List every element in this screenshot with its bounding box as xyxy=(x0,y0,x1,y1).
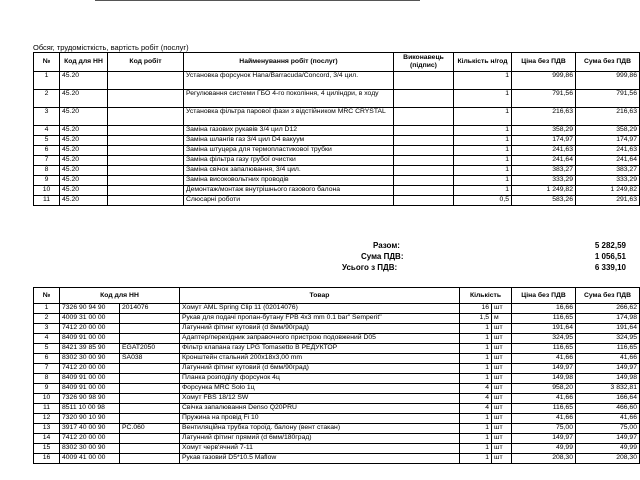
nn-code: 45.20 xyxy=(60,108,108,126)
price-no-vat: 208,30 xyxy=(512,454,576,464)
row-number: 8 xyxy=(34,374,60,384)
works-row xyxy=(34,166,640,176)
goods-unit: м xyxy=(492,314,512,324)
executor-signature xyxy=(394,166,454,176)
goods-qty: 1,5 xyxy=(460,314,492,324)
goods-name: Рукав для подачі пропан-бутану FPB 4x3 mm 0.1 bar" Semperit" xyxy=(180,314,460,324)
row-number: 2 xyxy=(34,90,60,108)
goods-row xyxy=(34,454,640,464)
article-code xyxy=(120,434,180,444)
row-number: 16 xyxy=(34,454,60,464)
goods-unit: шт xyxy=(492,454,512,464)
nn-code: 45.20 xyxy=(60,126,108,136)
price-no-vat: 116,65 xyxy=(512,314,576,324)
nn-code: 7320 90 10 90 xyxy=(60,414,120,424)
row-number: 9 xyxy=(34,384,60,394)
hours-qty: 0,5 xyxy=(454,196,512,206)
nn-code: 8302 30 00 90 xyxy=(60,444,120,454)
goods-row xyxy=(34,394,640,404)
goods-row xyxy=(34,444,640,454)
article-code xyxy=(120,334,180,344)
sum-no-vat: 999,86 xyxy=(576,72,640,90)
executor-signature xyxy=(394,186,454,196)
work-code xyxy=(108,108,184,126)
price-no-vat: 324,95 xyxy=(512,334,576,344)
nn-code: 45.20 xyxy=(60,136,108,146)
executor-signature xyxy=(394,146,454,156)
goods-unit: шт xyxy=(492,394,512,404)
nn-code: 8302 30 00 90 xyxy=(60,354,120,364)
goods-unit: шт xyxy=(492,414,512,424)
works-row xyxy=(34,90,640,108)
hours-qty: 1 xyxy=(454,136,512,146)
work-name: Заміна штуцера для термопластикової трубки xyxy=(184,146,394,156)
row-number: 2 xyxy=(34,314,60,324)
goods-name: Латунний фітинг кутовий (d 6мм/90град) xyxy=(180,364,460,374)
goods-unit: шт xyxy=(492,434,512,444)
row-number: 9 xyxy=(34,176,60,186)
work-code xyxy=(108,72,184,90)
row-number: 12 xyxy=(34,414,60,424)
works-row xyxy=(34,186,640,196)
goods-unit: шт xyxy=(492,374,512,384)
work-name: Заміна високовольтних проводів xyxy=(184,176,394,186)
work-name: Установка фільтра парової фази з відстійником MRC CRYSTAL xyxy=(184,108,394,126)
goods-name: Свічка запалювання Denso Q20PRU xyxy=(180,404,460,414)
row-number: 1 xyxy=(34,304,60,314)
price-no-vat: 241,64 xyxy=(512,156,576,166)
works-row xyxy=(34,136,640,146)
goods-row xyxy=(34,334,640,344)
sum-no-vat: 208,30 xyxy=(576,454,640,464)
nn-code: 8421 39 85 90 xyxy=(60,344,120,354)
row-number: 5 xyxy=(34,136,60,146)
sum-no-vat: 266,62 xyxy=(576,304,640,314)
row-number: 1 xyxy=(34,72,60,90)
row-number: 10 xyxy=(34,394,60,404)
sum-no-vat: 116,65 xyxy=(576,344,640,354)
price-no-vat: 333,29 xyxy=(512,176,576,186)
nn-code: 8511 10 00 98 xyxy=(60,404,120,414)
goods-qty: 16 xyxy=(460,304,492,314)
col-header: Сума без ПДВ xyxy=(576,288,640,304)
goods-unit: шт xyxy=(492,354,512,364)
sum-no-vat: 241,63 xyxy=(576,146,640,156)
sum-no-vat: 174,97 xyxy=(576,136,640,146)
article-code: SA038 xyxy=(120,354,180,364)
sum-no-vat: 791,56 xyxy=(576,90,640,108)
col-header: Код для НН xyxy=(60,53,108,72)
price-no-vat: 216,63 xyxy=(512,108,576,126)
col-header: Ціна без ПДВ xyxy=(512,53,576,72)
works-row xyxy=(34,196,640,206)
goods-name: Вентиляційна трубка тороїд. балону (вент стакан) xyxy=(180,424,460,434)
goods-unit: шт xyxy=(492,384,512,394)
goods-row xyxy=(34,344,640,354)
article-code xyxy=(120,444,180,454)
goods-name: Рукав газовий D5*10.5 Maflow xyxy=(180,454,460,464)
goods-row xyxy=(34,304,640,314)
sum-no-vat: 3 832,81 xyxy=(576,384,640,394)
row-number: 11 xyxy=(34,404,60,414)
hours-qty: 1 xyxy=(454,90,512,108)
nn-code: 45.20 xyxy=(60,186,108,196)
hours-qty: 1 xyxy=(454,186,512,196)
nn-code: 45.20 xyxy=(60,196,108,206)
price-no-vat: 358,29 xyxy=(512,126,576,136)
goods-name: Хомут AML Spring Clip 11 (02014076) xyxy=(180,304,460,314)
goods-name: Адаптер/перехідник заправочного пристрою подовжений D05 xyxy=(180,334,460,344)
goods-qty: 1 xyxy=(460,374,492,384)
sum-no-vat: 75,00 xyxy=(576,424,640,434)
goods-name: Хомут черв'ячний 7-11 xyxy=(180,444,460,454)
sum-no-vat: 216,63 xyxy=(576,108,640,126)
price-no-vat: 149,98 xyxy=(512,374,576,384)
article-code xyxy=(120,374,180,384)
work-name: Заміна газових рукавів 3/4 цил D12 xyxy=(184,126,394,136)
nn-code: 7412 20 00 00 xyxy=(60,324,120,334)
goods-qty: 1 xyxy=(460,414,492,424)
col-header: Виконавець (підпис) xyxy=(394,53,454,72)
goods-qty: 4 xyxy=(460,384,492,394)
work-name: Демонтаж/монтаж внутрішнього газового балона xyxy=(184,186,394,196)
hours-qty: 1 xyxy=(454,166,512,176)
row-number: 3 xyxy=(34,324,60,334)
price-no-vat: 116,65 xyxy=(512,404,576,414)
sum-no-vat: 174,98 xyxy=(576,314,640,324)
nn-code: 45.20 xyxy=(60,146,108,156)
goods-qty: 1 xyxy=(460,354,492,364)
goods-row xyxy=(34,324,640,334)
nn-code: 7412 20 00 00 xyxy=(60,434,120,444)
goods-qty: 1 xyxy=(460,324,492,334)
works-row xyxy=(34,108,640,126)
works-row xyxy=(34,72,640,90)
price-no-vat: 999,86 xyxy=(512,72,576,90)
work-code xyxy=(108,126,184,136)
work-name: Слюсарні роботи xyxy=(184,196,394,206)
hours-qty: 1 xyxy=(454,146,512,156)
price-no-vat: 191,64 xyxy=(512,324,576,334)
article-code xyxy=(120,414,180,424)
row-number: 8 xyxy=(34,166,60,176)
price-no-vat: 41,66 xyxy=(512,394,576,404)
article-code xyxy=(120,384,180,394)
price-no-vat: 149,97 xyxy=(512,434,576,444)
col-header: Кількість xyxy=(460,288,512,304)
sum-no-vat: 149,97 xyxy=(576,364,640,374)
price-no-vat: 49,99 xyxy=(512,444,576,454)
goods-row xyxy=(34,384,640,394)
executor-signature xyxy=(394,156,454,166)
article-code xyxy=(120,454,180,464)
row-number: 13 xyxy=(34,424,60,434)
nn-code: 7412 20 00 00 xyxy=(60,364,120,374)
goods-name: Латунний фітинг кутовий (d 8мм/90град) xyxy=(180,324,460,334)
price-no-vat: 791,56 xyxy=(512,90,576,108)
col-header: Код для НН xyxy=(60,288,180,304)
row-number: 4 xyxy=(34,126,60,136)
goods-name: Хомут FBS 18/12 SW xyxy=(180,394,460,404)
hours-qty: 1 xyxy=(454,108,512,126)
nn-code: 3917 40 00 90 xyxy=(60,424,120,434)
nn-code: 4009 41 00 00 xyxy=(60,454,120,464)
works-table xyxy=(33,52,640,206)
goods-qty: 1 xyxy=(460,364,492,374)
goods-name: Кронштейн стальний 200x18x3,00 mm xyxy=(180,354,460,364)
goods-qty: 4 xyxy=(460,394,492,404)
col-header: № xyxy=(34,53,60,72)
article-code xyxy=(120,404,180,414)
section-title: Обсяг, трудомісткість, вартість робіт (послуг) xyxy=(33,43,189,52)
goods-unit: шт xyxy=(492,364,512,374)
nn-code: 7326 90 94 90 xyxy=(60,304,120,314)
col-header: Кількість н/год xyxy=(454,53,512,72)
executor-signature xyxy=(394,176,454,186)
price-no-vat: 16,66 xyxy=(512,304,576,314)
sum-no-vat: 41,66 xyxy=(576,414,640,424)
nn-code: 8409 91 00 00 xyxy=(60,384,120,394)
sum-no-vat: 291,63 xyxy=(576,196,640,206)
article-code xyxy=(120,324,180,334)
nn-code: 45.20 xyxy=(60,156,108,166)
total-value: 5 282,59 xyxy=(594,241,626,250)
work-code xyxy=(108,176,184,186)
row-number: 10 xyxy=(34,186,60,196)
price-no-vat: 174,97 xyxy=(512,136,576,146)
work-name: Регулювання системи ГБО 4-го покоління, 4 циліндри, в ходу xyxy=(184,90,394,108)
goods-name: Форсунка MRC Solo 1ц xyxy=(180,384,460,394)
sum-no-vat: 241,64 xyxy=(576,156,640,166)
goods-name: Планка розподілу форсунок 4ц xyxy=(180,374,460,384)
row-number: 11 xyxy=(34,196,60,206)
price-no-vat: 583,26 xyxy=(512,196,576,206)
goods-name: Пружина на провід Fi 10 xyxy=(180,414,460,424)
work-code xyxy=(108,166,184,176)
total-label: Разом: xyxy=(373,241,400,250)
sum-no-vat: 149,97 xyxy=(576,434,640,444)
sum-no-vat: 466,60 xyxy=(576,404,640,414)
row-number: 15 xyxy=(34,444,60,454)
goods-qty: 1 xyxy=(460,444,492,454)
sum-no-vat: 191,64 xyxy=(576,324,640,334)
works-row xyxy=(34,176,640,186)
col-header: Код робіт xyxy=(108,53,184,72)
goods-unit: шт xyxy=(492,444,512,454)
grand-total-label: Усього з ПДВ: xyxy=(342,263,398,272)
work-code xyxy=(108,156,184,166)
price-no-vat: 958,20 xyxy=(512,384,576,394)
work-name: Заміна фільтра газу грубої очистки xyxy=(184,156,394,166)
goods-row xyxy=(34,354,640,364)
sum-no-vat: 324,95 xyxy=(576,334,640,344)
goods-row xyxy=(34,374,640,384)
hours-qty: 1 xyxy=(454,176,512,186)
col-header: Сума без ПДВ xyxy=(576,53,640,72)
goods-row xyxy=(34,424,640,434)
goods-table xyxy=(33,287,640,464)
goods-unit: шт xyxy=(492,324,512,334)
nn-code: 8409 91 00 00 xyxy=(60,374,120,384)
nn-code: 4009 31 00 00 xyxy=(60,314,120,324)
article-code: 2014076 xyxy=(120,304,180,314)
col-header: Товар xyxy=(180,288,460,304)
goods-unit: шт xyxy=(492,304,512,314)
goods-qty: 1 xyxy=(460,334,492,344)
goods-qty: 1 xyxy=(460,434,492,444)
nn-code: 8409 91 00 00 xyxy=(60,334,120,344)
goods-row xyxy=(34,404,640,414)
hours-qty: 1 xyxy=(454,156,512,166)
sum-no-vat: 149,98 xyxy=(576,374,640,384)
goods-qty: 4 xyxy=(460,404,492,414)
article-code: PC.060 xyxy=(120,424,180,434)
top-rule xyxy=(95,0,420,1)
work-code xyxy=(108,136,184,146)
executor-signature xyxy=(394,126,454,136)
row-number: 4 xyxy=(34,334,60,344)
sum-no-vat: 49,99 xyxy=(576,444,640,454)
price-no-vat: 75,00 xyxy=(512,424,576,434)
goods-row xyxy=(34,314,640,324)
goods-unit: шт xyxy=(492,424,512,434)
works-row xyxy=(34,156,640,166)
col-header: № xyxy=(34,288,60,304)
work-name: Заміна свічок запалювання, 3/4 цил. xyxy=(184,166,394,176)
row-number: 6 xyxy=(34,146,60,156)
row-number: 7 xyxy=(34,364,60,374)
goods-row xyxy=(34,364,640,374)
row-number: 14 xyxy=(34,434,60,444)
price-no-vat: 1 249,82 xyxy=(512,186,576,196)
article-code xyxy=(120,314,180,324)
executor-signature xyxy=(394,108,454,126)
goods-name: Фільтр клапана газу LPG Tomasetto В РЕДУКТОР xyxy=(180,344,460,354)
article-code: EGAT2050 xyxy=(120,344,180,354)
goods-unit: шт xyxy=(492,404,512,414)
col-header: Ціна без ПДВ xyxy=(512,288,576,304)
goods-row xyxy=(34,414,640,424)
nn-code: 45.20 xyxy=(60,72,108,90)
goods-row xyxy=(34,434,640,444)
executor-signature xyxy=(394,196,454,206)
price-no-vat: 149,97 xyxy=(512,364,576,374)
vat-label: Сума ПДВ: xyxy=(361,252,404,261)
sum-no-vat: 1 249,82 xyxy=(576,186,640,196)
goods-qty: 1 xyxy=(460,454,492,464)
sum-no-vat: 166,64 xyxy=(576,394,640,404)
price-no-vat: 383,27 xyxy=(512,166,576,176)
sum-no-vat: 333,29 xyxy=(576,176,640,186)
row-number: 3 xyxy=(34,108,60,126)
work-name: Установка форсунок Hana/Barracuda/Concord, 3/4 цил. xyxy=(184,72,394,90)
work-code xyxy=(108,196,184,206)
executor-signature xyxy=(394,72,454,90)
row-number: 7 xyxy=(34,156,60,166)
grand-total-value: 6 339,10 xyxy=(594,263,626,272)
price-no-vat: 116,65 xyxy=(512,344,576,354)
goods-name: Латунний фітинг прямий (d 6мм/180град) xyxy=(180,434,460,444)
works-row xyxy=(34,126,640,136)
works-row xyxy=(34,146,640,156)
hours-qty: 1 xyxy=(454,126,512,136)
sum-no-vat: 41,66 xyxy=(576,354,640,364)
sum-no-vat: 383,27 xyxy=(576,166,640,176)
goods-unit: шт xyxy=(492,344,512,354)
nn-code: 7326 90 98 90 xyxy=(60,394,120,404)
price-no-vat: 41,66 xyxy=(512,414,576,424)
work-name: Заміна шлангів газ 3/4 цил D4 вакуум xyxy=(184,136,394,146)
goods-unit: шт xyxy=(492,334,512,344)
works-header-row xyxy=(34,53,640,72)
executor-signature xyxy=(394,90,454,108)
vat-value: 1 056,51 xyxy=(594,252,626,261)
hours-qty: 1 xyxy=(454,72,512,90)
price-no-vat: 41,66 xyxy=(512,354,576,364)
col-header: Найменування робіт (послуг) xyxy=(184,53,394,72)
price-no-vat: 241,63 xyxy=(512,146,576,156)
nn-code: 45.20 xyxy=(60,176,108,186)
article-code xyxy=(120,364,180,374)
nn-code: 45.20 xyxy=(60,166,108,176)
goods-header-row xyxy=(34,288,640,304)
work-code xyxy=(108,146,184,156)
goods-qty: 1 xyxy=(460,424,492,434)
work-code xyxy=(108,186,184,196)
nn-code: 45.20 xyxy=(60,90,108,108)
sum-no-vat: 358,29 xyxy=(576,126,640,136)
row-number: 6 xyxy=(34,354,60,364)
work-code xyxy=(108,90,184,108)
executor-signature xyxy=(394,136,454,146)
row-number: 5 xyxy=(34,344,60,354)
goods-qty: 1 xyxy=(460,344,492,354)
article-code xyxy=(120,394,180,404)
